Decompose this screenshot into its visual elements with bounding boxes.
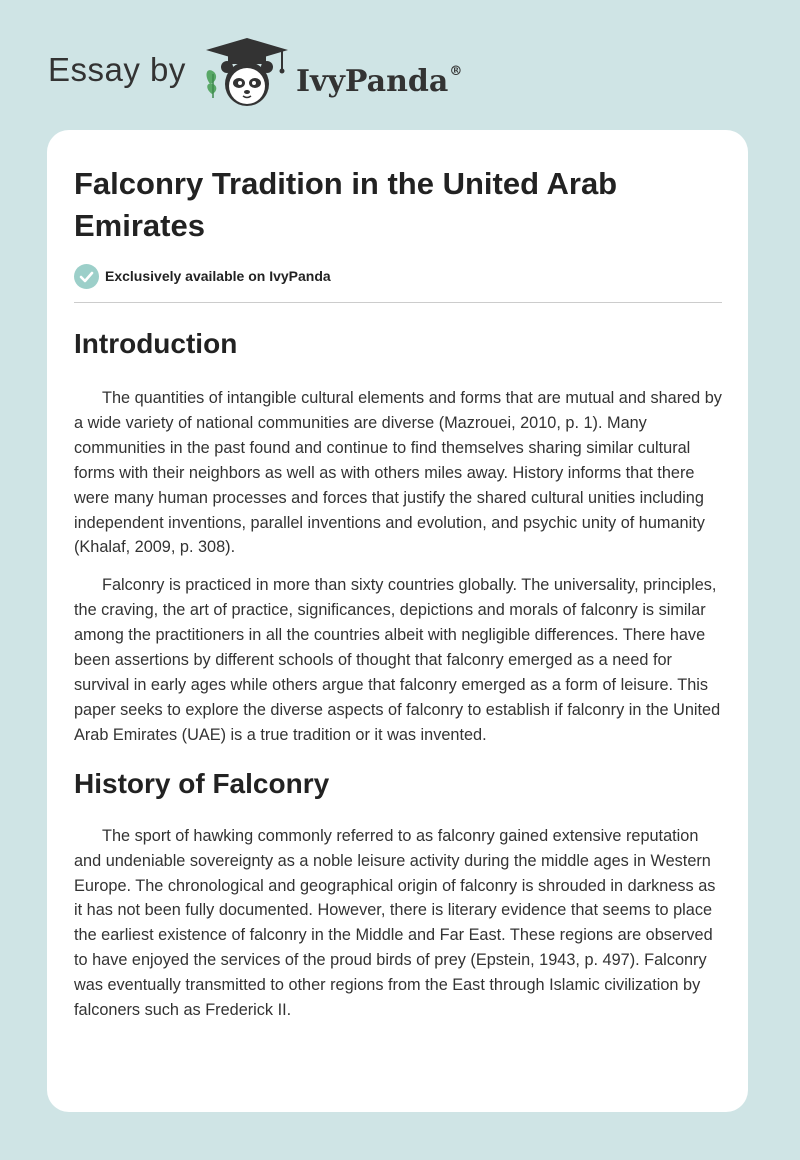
exclusive-label: Exclusively available on IvyPanda <box>105 268 331 284</box>
divider <box>74 302 722 303</box>
article-title: Falconry Tradition in the United Arab Emirates <box>74 166 618 243</box>
brand-text: IvyPanda <box>296 64 449 99</box>
paragraph: Falconry is practiced in more than sixty countries globally. The universality, principles, the craving, the art of practice, significances, depictions and morals of falconry is similar among the practitioners in all the countries albeit with negligible differences. There have been assertions by different schools of thought that falconry emerged as a need for survival in early ages while others argue that falconry emerged as a form of leisure. This paper seeks to explore the diverse aspects of falconry to establish if falconry in the United Arab Emirates (UAE) is a true tradition or it was invented. <box>74 576 721 744</box>
paragraph: The quantities of intangible cultural elements and forms that are mutual and shared by a wide variety of national communities are diverse (Mazrouei, 2010, p. 1). Many communities in the past found and continue to find themselves sharing similar cultural forms with their neighbors as well as with others miles away. History informs that there were many human processes and forces that justify the shared cultural unities including independent inventions, parallel inventions and evolution, and psychic unity of humanity (Khalaf, 2009, p. 308). <box>74 389 722 557</box>
section-heading-introduction: Introduction <box>74 328 238 359</box>
paragraph: The sport of hawking commonly referred to as falconry gained extensive reputation and undeniable sovereignty as a noble leisure activity during the middle ages in Western Europe. The chronological and geographical origin of falconry is shrouded in darkness as it has not been fully documented. However, there is literary evidence that seems to place the earliest existence of falconry in the Middle and Far East. These regions are observed to have enjoyed the services of the proud birds of prey (Epstein, 1943, p. 497). Falconry was eventually transmitted to other regions from the East through Islamic civilization by falconers such as Frederick II. <box>74 826 716 1020</box>
check-icon <box>74 264 99 289</box>
exclusive-badge <box>74 263 331 289</box>
registered-mark: ® <box>449 64 463 79</box>
essay-by-label: Essay by <box>48 51 186 88</box>
site-header <box>0 0 800 120</box>
brand-name[interactable] <box>296 52 462 102</box>
article-card <box>47 130 748 1112</box>
panda-logo-icon[interactable] <box>202 36 292 110</box>
article-body <box>74 320 726 1036</box>
section-heading-history: History of Falconry <box>74 767 330 799</box>
